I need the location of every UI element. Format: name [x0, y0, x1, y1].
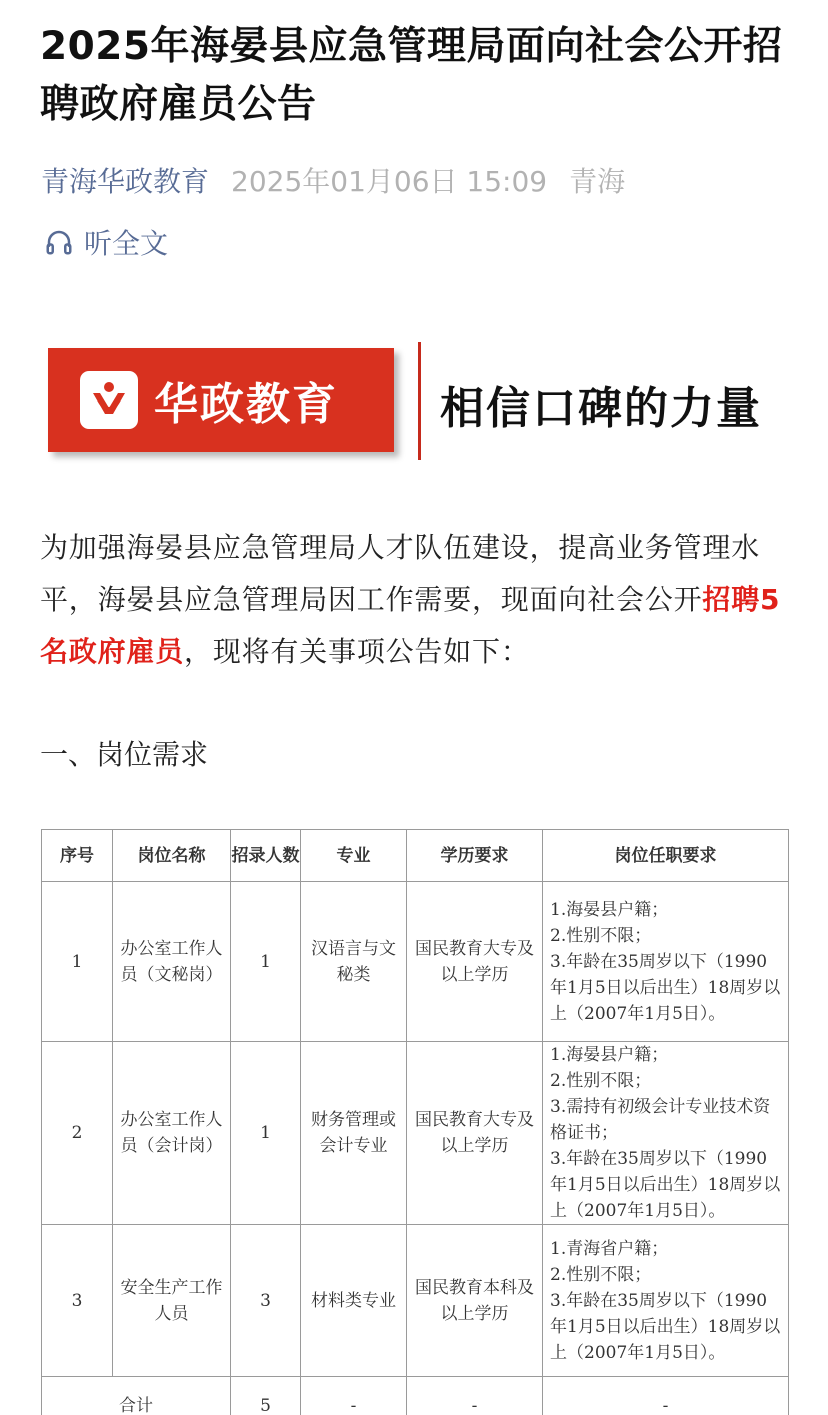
article-date: 2025年01月06日 15:09	[231, 165, 548, 198]
req-line: 1.青海省户籍；	[550, 1238, 669, 1259]
brand-banner	[48, 342, 788, 462]
banner-divider	[418, 342, 421, 460]
table-row	[42, 1225, 789, 1377]
req-line: 2.性别不限；	[550, 1071, 652, 1091]
cell-edu: 国民教育大专及以上学历	[407, 882, 543, 1042]
table-header-row	[42, 830, 789, 882]
cell-name: 办公室工作人员（会计岗）	[113, 1042, 231, 1225]
cell-no: 3	[42, 1225, 113, 1377]
huazheng-logo-icon	[80, 371, 138, 429]
cell-total-major: -	[301, 1377, 407, 1415]
header-req: 岗位任职要求	[543, 830, 789, 882]
req-line: 3.需持有初级会计专业技术资格证书；	[550, 1097, 771, 1143]
intro-highlight: 招聘5名政府雇员	[40, 583, 781, 668]
article-meta	[41, 160, 625, 204]
headphones-icon	[44, 227, 74, 257]
cell-req	[543, 882, 789, 1042]
cell-major: 财务管理或会计专业	[301, 1042, 407, 1225]
table-total-row	[42, 1377, 789, 1415]
intro-text-end: ，现将有关事项公告如下：	[184, 635, 530, 668]
intro-paragraph	[40, 522, 788, 678]
req-line: 3.年龄在35周岁以下（1990年1月5日以后出生）18周岁以上（2007年1月5日）。	[550, 1290, 781, 1363]
positions-table	[41, 829, 789, 1415]
listen-label: 听全文	[84, 227, 169, 260]
brand-slogan: 相信口碑的力量	[440, 383, 762, 434]
req-line: 1.海晏县户籍；	[550, 899, 669, 920]
cell-edu: 国民教育大专及以上学历	[407, 1042, 543, 1225]
cell-count: 3	[231, 1225, 301, 1377]
req-line: 1.海晏县户籍；	[550, 1045, 669, 1065]
cell-name: 办公室工作人员（文秘岗）	[113, 882, 231, 1042]
intro-text-start: 为加强海晏县应急管理局人才队伍建设，提高业务管理水平，海晏县应急管理局因工作需要，现面向社会公开	[40, 531, 761, 616]
cell-total-count: 5	[231, 1377, 301, 1415]
req-line: 3.年龄在35周岁以下（1990年1月5日以后出生）18周岁以上（2007年1月5日）。	[550, 951, 781, 1024]
brand-logo-text: 华政教育	[154, 379, 338, 430]
req-line: 2.性别不限；	[550, 1264, 652, 1285]
cell-total-label: 合计	[42, 1377, 231, 1415]
table-row	[42, 1042, 789, 1225]
header-count: 招录人数	[231, 830, 301, 882]
cell-no: 1	[42, 882, 113, 1042]
cell-count: 1	[231, 1042, 301, 1225]
brand-logo	[48, 348, 394, 452]
header-edu: 学历要求	[407, 830, 543, 882]
article-source-link[interactable]: 青海华政教育	[41, 165, 210, 198]
cell-total-req: -	[543, 1377, 789, 1415]
req-line: 3.年龄在35周岁以下（1990年1月5日以后出生）18周岁以上（2007年1月5日）。	[550, 1149, 781, 1221]
cell-req	[543, 1042, 789, 1225]
cell-total-edu: -	[407, 1377, 543, 1415]
header-name: 岗位名称	[113, 830, 231, 882]
cell-no: 2	[42, 1042, 113, 1225]
table-row	[42, 882, 789, 1042]
header-major: 专业	[301, 830, 407, 882]
article-region: 青海	[569, 165, 626, 198]
listen-full-text-button[interactable]	[44, 222, 168, 262]
header-no: 序号	[42, 830, 113, 882]
cell-major: 材料类专业	[301, 1225, 407, 1377]
cell-edu: 国民教育本科及以上学历	[407, 1225, 543, 1377]
cell-req	[543, 1225, 789, 1377]
article-title: 2025年海晏县应急管理局面向社会公开招聘政府雇员公告	[40, 24, 783, 127]
cell-count: 1	[231, 882, 301, 1042]
req-line: 2.性别不限；	[550, 925, 652, 946]
cell-name: 安全生产工作人员	[113, 1225, 231, 1377]
cell-major: 汉语言与文秘类	[301, 882, 407, 1042]
section-heading-positions: 一、岗位需求	[40, 738, 209, 771]
